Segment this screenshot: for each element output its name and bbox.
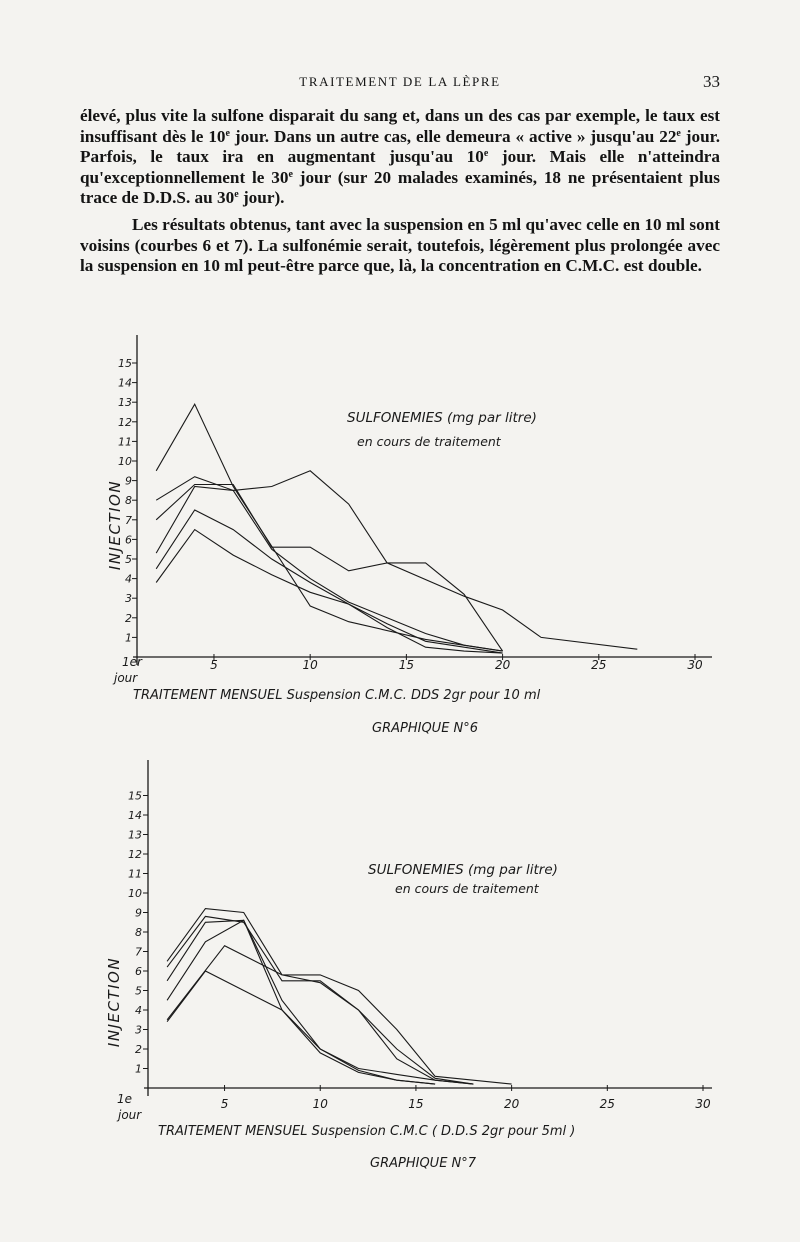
y-tick-label: 13 bbox=[128, 828, 142, 842]
y-axis-label: INJECTION bbox=[106, 479, 124, 571]
series-line-curve-6 bbox=[156, 530, 502, 654]
y-tick-label: 1 bbox=[125, 631, 132, 645]
page-number: 33 bbox=[703, 72, 720, 91]
y-tick-label: 11 bbox=[128, 867, 142, 881]
series-line-curve-2 bbox=[167, 916, 473, 1084]
chart-subtitle: en cours de traitement bbox=[395, 881, 539, 896]
y-tick-label: 7 bbox=[135, 945, 142, 959]
y-tick-label: 15 bbox=[118, 357, 132, 370]
x-tick-label: 30 bbox=[695, 1097, 711, 1111]
y-tick-label: 8 bbox=[135, 926, 142, 939]
x-axis-title: TRAITEMENT MENSUEL Suspension C.M.C. DDS 2gr pour 10 ml bbox=[133, 688, 541, 703]
y-axis-label: INJECTION bbox=[105, 956, 123, 1048]
x-tick-label: 30 bbox=[687, 658, 703, 672]
y-tick-label: 4 bbox=[125, 572, 132, 586]
y-tick-label: 15 bbox=[128, 789, 142, 803]
x-tick-label: 10 bbox=[312, 1097, 328, 1111]
p1-sup-3: e bbox=[483, 148, 489, 160]
running-title: TRAITEMENT DE LA LÈPRE bbox=[299, 74, 501, 89]
y-tick-label: 11 bbox=[118, 435, 132, 449]
y-tick-label: 1 bbox=[135, 1062, 142, 1076]
paragraph-1 bbox=[80, 106, 720, 209]
series-line-curve-2 bbox=[156, 477, 502, 651]
y-tick-label: 7 bbox=[125, 513, 132, 527]
p1-part-a: élevé, plus vite la sulfone disparait du sang et, dans un des cas par exemple, le taux est insuffisant dès le 10 bbox=[80, 106, 720, 146]
figure-graphique-6 bbox=[0, 330, 800, 740]
y-tick-label: 3 bbox=[135, 1023, 142, 1037]
chart-title: SULFONEMIES (mg par litre) bbox=[347, 410, 537, 426]
y-tick-label: 13 bbox=[118, 396, 132, 410]
p1-sup-2: e bbox=[676, 127, 681, 139]
p1-sup-1: e bbox=[225, 127, 230, 139]
x-tick-label: 15 bbox=[398, 658, 415, 672]
figure-caption: GRAPHIQUE N°7 bbox=[370, 1156, 477, 1171]
y-tick-label: 6 bbox=[135, 965, 142, 978]
running-head bbox=[0, 74, 800, 94]
y-tick-label: 3 bbox=[125, 592, 132, 606]
x-origin-label: 1e bbox=[117, 1092, 133, 1106]
y-tick-label: 4 bbox=[135, 1004, 142, 1017]
series-line-curve-4 bbox=[167, 920, 435, 1084]
x-origin-jour-label: jour bbox=[114, 671, 138, 685]
y-tick-label: 2 bbox=[135, 1043, 142, 1056]
chart-subtitle: en cours de traitement bbox=[357, 434, 501, 449]
y-tick-label: 9 bbox=[135, 906, 142, 920]
y-tick-label: 9 bbox=[125, 474, 132, 488]
p1-sup-4: e bbox=[288, 168, 293, 180]
x-origin-label: 1er bbox=[122, 655, 142, 669]
p1-part-c: jour. Parfois, le taux ira en augmentant jusqu'au 10 bbox=[80, 126, 720, 167]
x-tick-label: 20 bbox=[494, 658, 511, 672]
paragraph-2: Les résultats obtenus, tant avec la suspension en 5 ml qu'avec celle en 10 ml sont voisins (courbes 6 et 7). La sulfonémie serait, toutefois, légèrement plus prolongée avec la suspension en 10 ml peut-être parce que, là, la concentration en C.M.C. est double. bbox=[80, 214, 720, 276]
series-line-curve-5 bbox=[156, 510, 502, 653]
x-tick-label: 25 bbox=[599, 1097, 615, 1111]
y-tick-label: 8 bbox=[125, 494, 132, 508]
p1-sup-5: e bbox=[234, 189, 239, 201]
p1-part-f: jour). bbox=[238, 188, 285, 208]
p1-part-b: jour. Dans un autre cas, elle demeura « active » jusqu'au 22 bbox=[229, 126, 677, 146]
y-tick-label: 6 bbox=[125, 533, 132, 547]
figure-graphique-7 bbox=[0, 755, 800, 1175]
series-line-curve-3 bbox=[167, 920, 473, 1084]
p1-part-e: jour (sur 20 malades examinés, 18 ne présentaient plus trace de D.D.S. au 30 bbox=[80, 167, 720, 208]
body-text bbox=[80, 106, 720, 277]
chart-title: SULFONEMIES (mg par litre) bbox=[368, 862, 558, 878]
series-line-curve-3 bbox=[156, 485, 502, 652]
p1-part-d: jour. Mais elle n'atteindra qu'exceptionnellement le 30 bbox=[80, 147, 720, 187]
chart-graphique-7 bbox=[0, 755, 800, 1175]
y-tick-label: 10 bbox=[118, 455, 132, 468]
y-tick-label: 5 bbox=[135, 984, 142, 998]
x-tick-label: 15 bbox=[408, 1097, 424, 1111]
y-tick-label: 12 bbox=[118, 415, 132, 429]
x-tick-label: 5 bbox=[220, 1097, 229, 1111]
series-line-curve-4 bbox=[156, 471, 637, 649]
x-origin-jour-label: jour bbox=[118, 1108, 142, 1122]
y-tick-label: 14 bbox=[118, 376, 132, 390]
y-tick-label: 5 bbox=[125, 553, 132, 566]
figure-caption: GRAPHIQUE N°6 bbox=[372, 721, 479, 736]
x-tick-label: 10 bbox=[302, 658, 318, 672]
series-line-curve-5 bbox=[167, 946, 473, 1084]
y-tick-label: 2 bbox=[125, 611, 132, 625]
y-tick-label: 12 bbox=[128, 848, 142, 861]
x-axis-title: TRAITEMENT MENSUEL Suspension C.M.C ( D.D.S 2gr pour 5ml ) bbox=[158, 1124, 576, 1139]
x-tick-label: 5 bbox=[210, 658, 218, 672]
x-tick-label: 25 bbox=[591, 658, 607, 672]
y-tick-label: 10 bbox=[128, 887, 142, 900]
chart-graphique-6 bbox=[0, 330, 800, 740]
y-tick-label: 14 bbox=[128, 809, 142, 822]
x-tick-label: 20 bbox=[503, 1097, 520, 1111]
